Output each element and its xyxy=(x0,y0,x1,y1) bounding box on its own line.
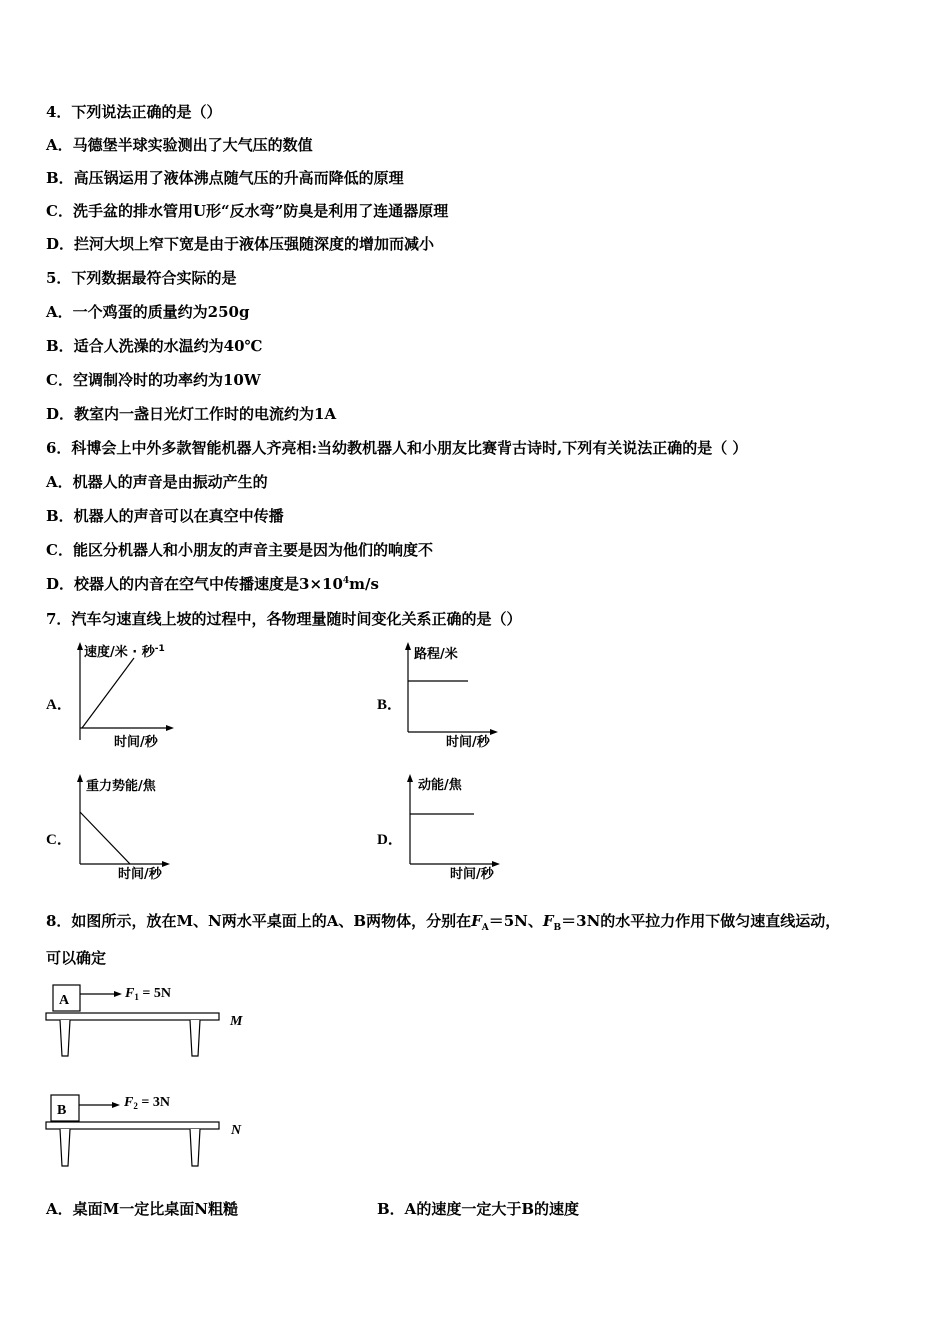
q7-graph-a-ylabel: 速度/米 · 秒$^{-1}$ xyxy=(84,644,165,660)
y-arrow xyxy=(77,642,83,650)
q4-option-d: D．拦河大坝上窄下宽是由于液体压强随深度的增加而减小 xyxy=(46,235,435,253)
q8-figure-m-svg xyxy=(44,980,264,1065)
q8-figure-m xyxy=(44,980,264,1069)
q7-graph-d-ylabel: 动能/焦 xyxy=(418,778,462,793)
x-arrow xyxy=(162,861,170,867)
q4-stem: 4．下列说法正确的是（） xyxy=(46,103,222,121)
force-arrowhead-1 xyxy=(114,991,122,997)
table-m-leg-right xyxy=(190,1020,200,1056)
q7-graph-b-label: B． xyxy=(377,697,403,713)
x-arrow xyxy=(490,729,498,735)
q4-option-b: B．高压锅运用了液体沸点随气压的升高而降低的原理 xyxy=(46,169,404,187)
graph-line-rising xyxy=(82,658,134,728)
q6-stem: 6．科博会上中外多款智能机器人齐亮相:当幼教机器人和小朋友比赛背古诗时,下列有关说法正确的是（ ） xyxy=(46,439,748,457)
q5-stem: 5．下列数据最符合实际的是 xyxy=(46,269,237,287)
force-label-2: $F_2 = 3N$ xyxy=(124,1095,170,1111)
q8-force-b-symbol: F xyxy=(542,912,554,930)
q7-graph-d xyxy=(400,772,520,882)
q8-stem-part1: 8．如图所示，放在M、N两水平桌面上的A、B两物体，分别在 xyxy=(46,912,472,930)
q7-graph-b-ylabel: 路程/米 xyxy=(414,647,458,662)
q7-graph-b-xlabel: 时间/秒 xyxy=(446,735,490,750)
y-arrow xyxy=(405,642,411,650)
q7-graph-c-ylabel: 重力势能/焦 xyxy=(86,779,156,794)
table-n-leg-right xyxy=(190,1129,200,1166)
force-arrowhead-2 xyxy=(112,1102,120,1108)
q7-stem: 7．汽车匀速直线上坡的过程中，各物理量随时间变化关系正确的是（） xyxy=(46,610,522,628)
table-m-top xyxy=(46,1013,219,1020)
graph-line-falling xyxy=(80,812,130,864)
q8-stem-continued: 可以确定 xyxy=(46,949,107,967)
q7-graph-c-xlabel: 时间/秒 xyxy=(118,867,162,882)
y-arrow xyxy=(77,774,83,782)
q6-option-d-exponent: 4 xyxy=(342,576,350,586)
q7-graph-a-label: A． xyxy=(46,697,72,713)
q5-option-d: D．教室内一盏日光灯工作时的电流约为1A xyxy=(46,405,337,423)
table-n-label: N xyxy=(231,1123,242,1138)
table-n-top xyxy=(46,1122,219,1129)
q6-option-d-text: D．校器人的内音在空气中传播速度是3×10 xyxy=(46,575,343,593)
q8-option-b: B．A的速度一定大于B的速度 xyxy=(377,1200,579,1218)
table-n-leg-left xyxy=(60,1129,70,1166)
q7-graph-d-label: D． xyxy=(377,832,403,848)
q8-option-a: A．桌面M一定比桌面N粗糙 xyxy=(46,1200,238,1218)
block-b-label: B xyxy=(57,1103,67,1118)
q6-option-a: A．机器人的声音是由振动产生的 xyxy=(46,473,268,491)
q5-option-b: B．适合人洗澡的水温约为40℃ xyxy=(46,337,263,355)
q8-force-a-sub: A xyxy=(481,923,489,933)
q7-graph-b xyxy=(400,640,520,750)
q7-graph-b-svg xyxy=(400,640,520,750)
q8-stem-part3: ＝3N的水平拉力作用下做匀速直线运动， xyxy=(561,912,841,930)
q8-force-a-symbol: F xyxy=(471,912,482,930)
table-m-leg-left xyxy=(60,1020,70,1056)
q7-graph-c-svg xyxy=(70,772,190,882)
q6-option-d xyxy=(46,574,379,594)
q8-stem xyxy=(46,911,840,931)
q7-graph-a-svg xyxy=(70,640,190,750)
force-label-1: $F_1 = 5N$ xyxy=(125,986,171,1002)
q5-option-c: C．空调制冷时的功率约为10W xyxy=(46,371,261,389)
q4-option-c: C．洗手盆的排水管用U形“反水弯”防臭是利用了连通器原理 xyxy=(46,202,449,220)
q7-graph-a xyxy=(70,640,190,750)
q8-force-b-sub: B xyxy=(553,923,562,933)
q8-figure-n-svg xyxy=(44,1090,264,1175)
x-arrow xyxy=(166,725,174,731)
y-arrow xyxy=(407,774,413,782)
q4-option-a: A．马德堡半球实验测出了大气压的数值 xyxy=(46,136,313,154)
q6-option-d-unit: m/s xyxy=(349,575,379,593)
q7-graph-a-xlabel: 时间/秒 xyxy=(114,735,158,750)
q7-graph-d-xlabel: 时间/秒 xyxy=(450,867,494,882)
q5-option-a: A．一个鸡蛋的质量约为250g xyxy=(46,303,250,321)
q7-graph-c xyxy=(70,772,190,882)
q7-graph-d-svg xyxy=(400,772,520,882)
q7-graph-c-label: C． xyxy=(46,832,72,848)
q6-option-b: B．机器人的声音可以在真空中传播 xyxy=(46,507,284,525)
q6-option-c: C．能区分机器人和小朋友的声音主要是因为他们的响度不 xyxy=(46,541,433,559)
q8-stem-part2: ＝5N、 xyxy=(488,912,543,930)
table-m-label: M xyxy=(230,1014,243,1029)
q8-figure-n xyxy=(44,1090,264,1179)
block-a-label: A xyxy=(59,993,70,1008)
